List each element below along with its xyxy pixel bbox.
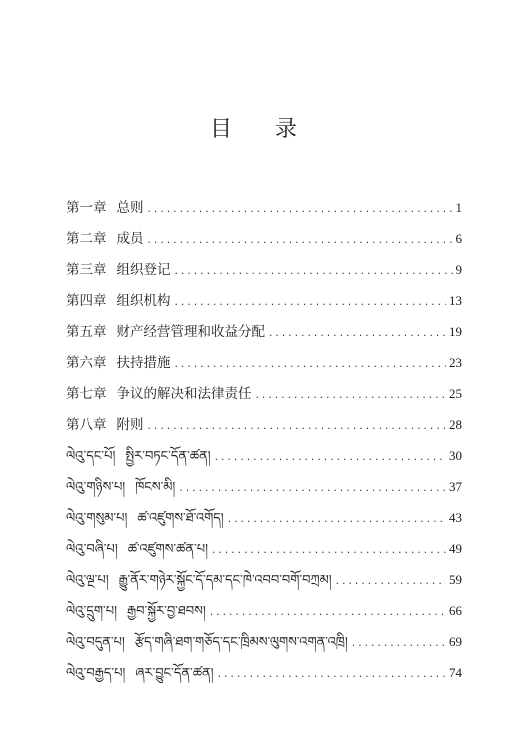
toc-entry[interactable] (66, 626, 462, 657)
toc-chapter-label: ལེའུ་བཞི་པ། (66, 542, 118, 557)
dot-leader (174, 257, 453, 288)
toc-entry[interactable] (66, 378, 462, 409)
toc-chapter-label: ལེའུ་དྲུག་པ། (66, 604, 117, 619)
toc-page-number: 49 (449, 541, 462, 556)
toc-entry[interactable] (66, 533, 462, 564)
toc-entry[interactable] (66, 657, 462, 688)
toc-chapter-label: 第八章 (66, 417, 107, 433)
toc-chapter-title: ཞར་བྱུང་དོན་ཚན། (135, 666, 214, 681)
toc-page-number: 25 (449, 386, 462, 401)
dot-leader (214, 443, 446, 474)
dot-leader (335, 567, 446, 598)
toc-chapter-label: ལེའུ་བདུན་པ། (66, 635, 125, 650)
toc-chapter-label: 第七章 (66, 386, 107, 402)
toc-chapter-title: རྒྱབ་སྐྱོར་བྱ་ཐབས། (127, 604, 206, 619)
toc-page-number: 13 (449, 293, 462, 308)
toc-page-number: 23 (449, 355, 462, 370)
toc-chapter-title: རྒྱུ་ནོར་གཉེར་སྐྱོང་དོ་དམ་དང་ཁེ་འབབ་བགོ་བཀྲམ། (118, 573, 332, 588)
dot-leader (147, 412, 447, 443)
toc-entry[interactable] (66, 564, 462, 595)
toc-chapter-label: 第二章 (66, 231, 107, 247)
toc-page-number: 69 (449, 634, 462, 649)
toc-entry[interactable] (66, 409, 462, 440)
dot-leader (211, 536, 446, 567)
toc-page-number: 6 (455, 231, 462, 246)
toc-chapter-label: 第一章 (66, 200, 107, 216)
toc-chapter-label: 第五章 (66, 324, 107, 340)
toc-chapter-title: ཁོངས་མི། (135, 480, 176, 495)
page-title: 目 录 (210, 117, 315, 142)
table-of-contents (66, 192, 462, 688)
toc-entry[interactable] (66, 285, 462, 316)
toc-page-number: 19 (449, 324, 462, 339)
toc-page-number: 9 (455, 262, 462, 277)
toc-chapter-label: 第四章 (66, 293, 107, 309)
toc-chapter-title: 成员 (116, 231, 144, 247)
toc-page-number: 30 (449, 448, 462, 463)
toc-page-number: 43 (449, 510, 462, 525)
dot-leader (351, 629, 446, 660)
toc-chapter-label: ལེའུ་ལྔ་པ། (66, 573, 109, 588)
toc-chapter-title: 扶持措施 (116, 355, 171, 371)
toc-entry[interactable] (66, 347, 462, 378)
toc-page-number: 1 (455, 200, 462, 215)
toc-entry[interactable] (66, 316, 462, 347)
toc-chapter-title: སྤྱིར་བཏང་དོན་ཚན། (125, 449, 211, 464)
dot-leader (209, 598, 446, 629)
toc-page-number: 59 (449, 572, 462, 587)
dot-leader (217, 660, 446, 691)
toc-chapter-title: 争议的解决和法律责任 (116, 386, 252, 402)
toc-chapter-title: ཚ་འཛུགས་ཚན་པ། (127, 542, 208, 557)
toc-chapter-title: 组织机构 (116, 293, 171, 309)
dot-leader (147, 195, 453, 226)
toc-entry[interactable] (66, 254, 462, 285)
toc-page-number: 74 (449, 665, 462, 680)
toc-page-number: 37 (449, 479, 462, 494)
toc-chapter-title: 组织登记 (116, 262, 171, 278)
dot-leader (255, 381, 447, 412)
toc-entry[interactable] (66, 471, 462, 502)
dot-leader (174, 350, 447, 381)
toc-chapter-label: 第三章 (66, 262, 107, 278)
dot-leader (268, 319, 446, 350)
toc-chapter-title: ཚ་འཛུགས་ཐོ་འགོད། (137, 511, 224, 526)
toc-chapter-label: ལེའུ་གཉིས་པ། (66, 480, 126, 495)
toc-entry[interactable] (66, 595, 462, 626)
toc-entry[interactable] (66, 192, 462, 223)
toc-page-number: 66 (449, 603, 462, 618)
toc-chapter-label: ལེའུ་བརྒྱད་པ། (66, 666, 126, 681)
toc-chapter-title: 财产经营管理和收益分配 (116, 324, 265, 340)
dot-leader (147, 226, 453, 257)
toc-chapter-title: རྩོད་གཞི་ཐག་གཅོད་དང་ཁྲིམས་ལུགས་འགན་འཁྲི། (134, 635, 348, 650)
dot-leader (227, 505, 446, 536)
toc-chapter-title: 附则 (116, 417, 144, 433)
dot-leader (174, 288, 447, 319)
toc-entry[interactable] (66, 502, 462, 533)
dot-leader (178, 474, 446, 505)
toc-page-number: 28 (449, 417, 462, 432)
toc-chapter-label: 第六章 (66, 355, 107, 371)
toc-chapter-label: ལེའུ་དང་པོ། (66, 449, 116, 464)
toc-entry[interactable] (66, 440, 462, 471)
toc-chapter-title: 总则 (116, 200, 144, 216)
toc-chapter-label: ལེའུ་གསུམ་པ། (66, 511, 128, 526)
toc-entry[interactable] (66, 223, 462, 254)
